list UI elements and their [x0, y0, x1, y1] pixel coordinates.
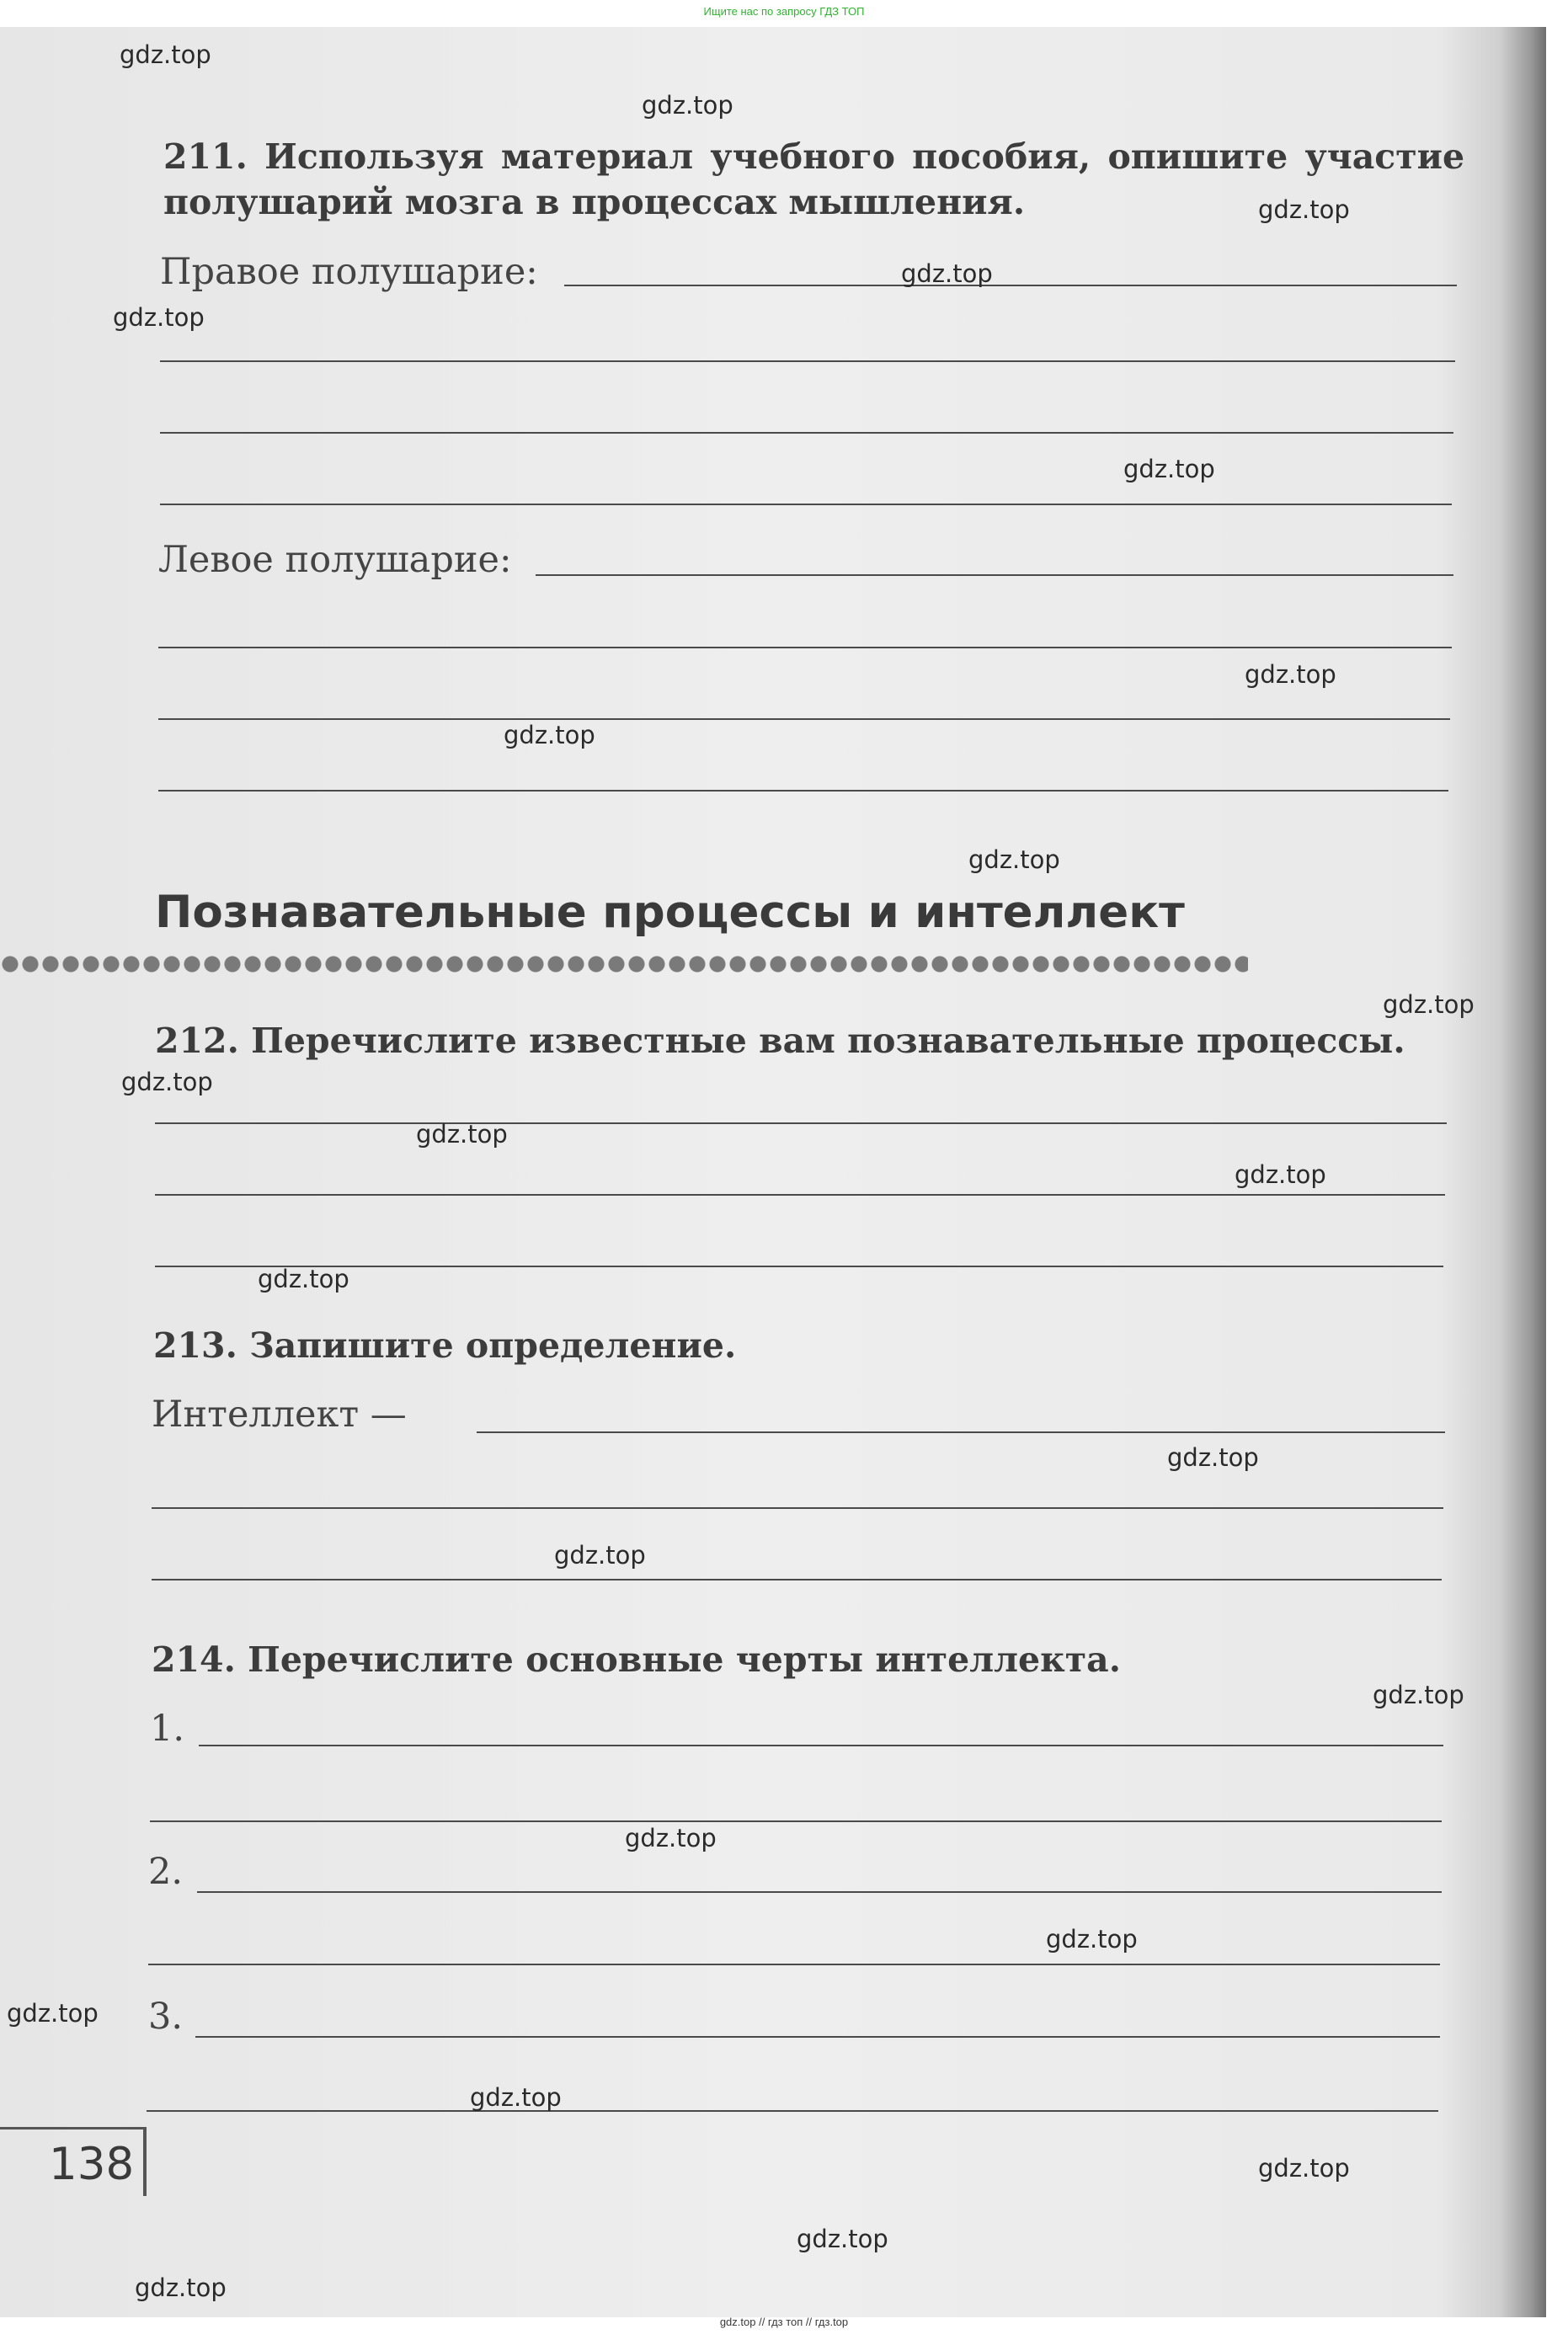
answer-line[interactable] [199, 1745, 1443, 1746]
dotted-divider [0, 954, 1248, 974]
answer-line[interactable] [148, 1964, 1440, 1965]
answer-line[interactable] [152, 1579, 1442, 1580]
watermark: gdz.top [1245, 660, 1336, 689]
watermark: gdz.top [554, 1541, 646, 1570]
item-number-1: 1. [150, 1708, 185, 1750]
answer-line[interactable] [197, 1891, 1442, 1893]
answer-line[interactable] [158, 647, 1452, 648]
watermark: gdz.top [416, 1120, 508, 1149]
answer-line[interactable] [150, 1820, 1442, 1822]
bottom-banner: gdz.top // гдз топ // гдз.top [719, 2316, 849, 2328]
task-213-text: 213. Запишите определение. [153, 1325, 737, 1366]
page-corner-rule [0, 2127, 145, 2129]
answer-line[interactable] [158, 790, 1448, 792]
watermark: gdz.top [120, 40, 211, 69]
watermark: gdz.top [1258, 2154, 1350, 2183]
answer-line[interactable] [160, 504, 1452, 505]
watermark: gdz.top [470, 2083, 562, 2112]
right-hemisphere-label: Правое полушарие: [160, 251, 538, 293]
top-banner: Ищите нас по запросу ГДЗ ТОП [703, 5, 865, 18]
answer-line[interactable] [155, 1194, 1445, 1196]
watermark: gdz.top [968, 845, 1060, 874]
answer-line[interactable] [152, 1507, 1443, 1509]
answer-line[interactable] [158, 718, 1450, 720]
left-hemisphere-label: Левое полушарие: [158, 539, 512, 581]
answer-line[interactable] [147, 2110, 1438, 2112]
task-211-line-2: полушарий мозга в процессах мышления. [163, 182, 1026, 222]
watermark: gdz.top [625, 1824, 717, 1852]
answer-line[interactable] [477, 1431, 1445, 1433]
page-corner-rule [143, 2127, 147, 2196]
item-number-2: 2. [148, 1851, 184, 1893]
task-211-line-1: 211. Используя материал учебного пособия, опишите участие [163, 136, 1465, 177]
task-212-text: 212. Перечислите известные вам познавательные процессы. [155, 1021, 1405, 1061]
watermark: gdz.top [1373, 1681, 1464, 1709]
answer-line[interactable] [160, 360, 1455, 362]
watermark: gdz.top [258, 1265, 349, 1293]
answer-line[interactable] [160, 432, 1453, 434]
watermark: gdz.top [504, 721, 595, 749]
watermark: gdz.top [121, 1068, 213, 1096]
answer-line[interactable] [155, 1122, 1447, 1124]
watermark: gdz.top [1046, 1925, 1138, 1954]
page-number: 138 [49, 2139, 135, 2190]
watermark: gdz.top [1167, 1443, 1259, 1472]
watermark: gdz.top [135, 2273, 227, 2302]
task-214-text: 214. Перечислите основные черты интеллекта. [152, 1639, 1121, 1680]
intellect-term-label: Интеллект — [152, 1394, 407, 1436]
item-number-3: 3. [148, 1996, 184, 2038]
answer-line[interactable] [536, 574, 1453, 576]
watermark: gdz.top [901, 259, 993, 288]
watermark: gdz.top [1383, 990, 1475, 1019]
watermark: gdz.top [642, 91, 733, 120]
watermark: gdz.top [7, 1999, 99, 2028]
watermark: gdz.top [113, 303, 205, 332]
watermark: gdz.top [1258, 195, 1350, 224]
watermark: gdz.top [1235, 1160, 1326, 1189]
watermark: gdz.top [797, 2225, 888, 2253]
section-title: Познавательные процессы и интеллект [155, 887, 1185, 938]
answer-line[interactable] [195, 2036, 1440, 2038]
watermark: gdz.top [1123, 455, 1215, 483]
answer-line[interactable] [564, 285, 1457, 286]
